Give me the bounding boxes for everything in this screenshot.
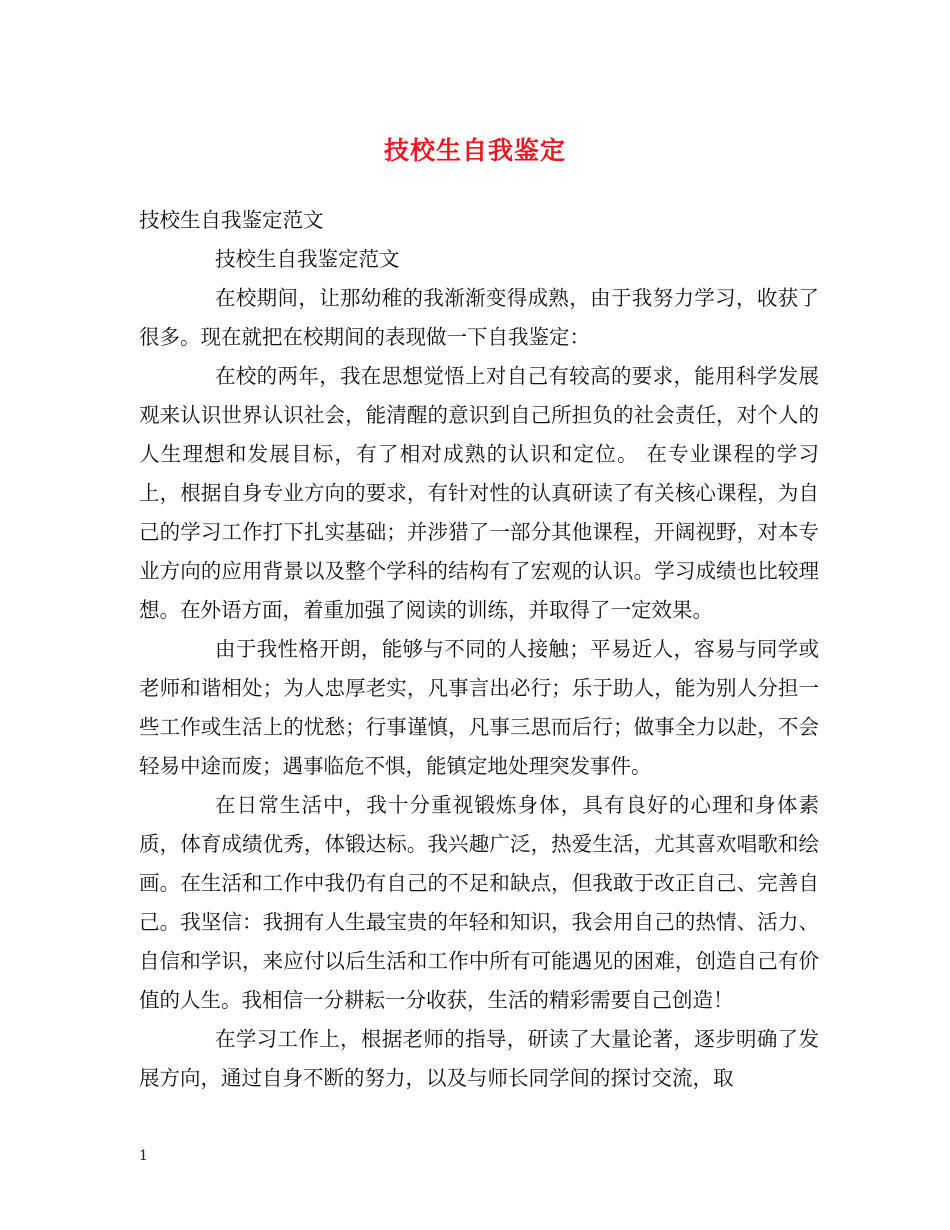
paragraph: 在日常生活中，我十分重视锻炼身体，具有良好的心理和身体素质，体育成绩优秀，体锻达标。我兴趣广泛，热爱生活，尤其喜欢唱歌和绘画。在生活和工作中我仍有自己的不足和缺点，但我敢于改正自己、完善自己。我坚信：我拥有人生最宝贵的年轻和知识，我会用自己的热情、活力、自信和学识，来应付以后生活和工作中所有可能遇见的困难，创造自己有价值的人生。我相信一分耕耘一分收获，生活的精彩需要自己创造！ (139, 793, 819, 1012)
paragraph: 在校的两年，我在思想觉悟上对自己有较高的要求，能用科学发展观来认识世界认识社会，能清醒的意识到自己所担负的社会责任，对个人的人生理想和发展目标，有了相对成熟的认识和定位。 在专业课程的学习上，根据自身专业方向的要求，有针对性的认真研读了有关核心课程，为自己的学习工作打下扎实基础；并涉猎了一部分其他课程，开阔视野，对本专业方向的应用背景以及整个学科的结构有了宏观的认识。学习成绩也比较理想。在外语方面，着重加强了阅读的训练，并取得了一定效果。 (139, 364, 819, 622)
document-body (139, 201, 819, 1098)
page-number: 1 (139, 1148, 148, 1164)
paragraph: 在学习工作上，根据老师的指导，研读了大量论著，逐步明确了发展方向，通过自身不断的努力，以及与师长同学间的探讨交流，取 (139, 1027, 819, 1090)
paragraph: 在校期间，让那幼稚的我渐渐变得成熟，由于我努力学习，收获了很多。现在就把在校期间的表现做一下自我鉴定： (139, 286, 819, 349)
paragraph: 技校生自我鉴定范文 (215, 247, 400, 271)
paragraph: 由于我性格开朗，能够与不同的人接触；平易近人，容易与同学或老师和谐相处；为人忠厚老实，凡事言出必行；乐于助人，能为别人分担一些工作或生活上的忧愁；行事谨慎，凡事三思而后行；做事全力以赴，不会轻易中途而废；遇事临危不惧，能镇定地处理突发事件。 (139, 637, 819, 778)
subtitle-line: 技校生自我鉴定范文 (139, 208, 324, 232)
document-title: 技校生自我鉴定 (383, 136, 566, 165)
